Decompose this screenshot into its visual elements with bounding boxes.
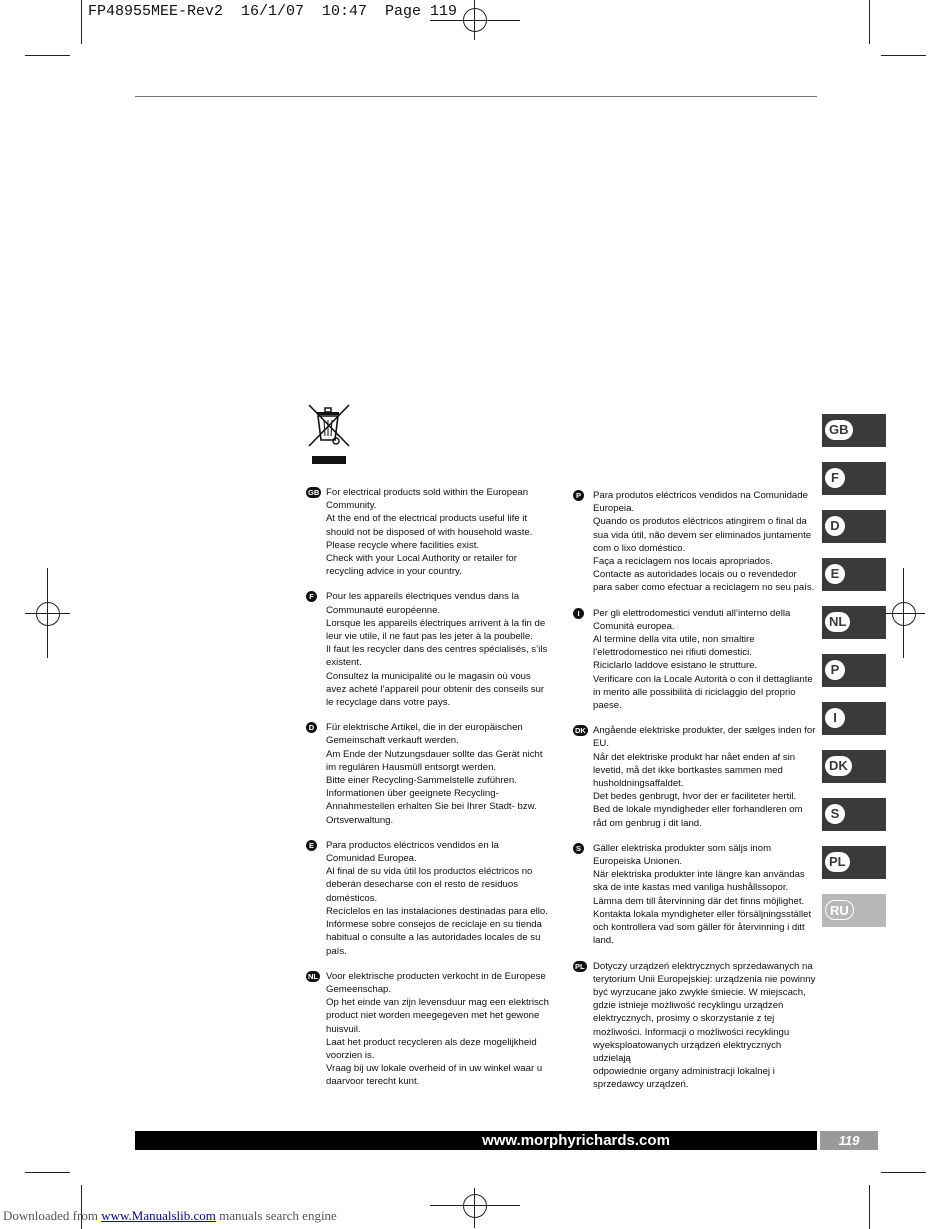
left-column <box>306 486 556 1089</box>
tab-label: NL <box>825 612 850 632</box>
tab-nl[interactable] <box>822 606 886 639</box>
notice-dk <box>573 724 821 830</box>
crossed-out-wheelie-bin-icon <box>306 402 354 466</box>
notice-e <box>306 839 556 958</box>
download-suffix: manuals search engine <box>215 1208 337 1223</box>
tab-label: E <box>825 564 845 584</box>
notice-d <box>306 721 556 827</box>
tab-e[interactable] <box>822 558 886 591</box>
language-badge: GB <box>308 488 320 497</box>
notice-text: For electrical products sold within the European Community. At the end of the electrical products useful life it should not be disposed of with household waste. Please recycle where facilities exist. Check with your Local Authority or retailer for recycling advice in your country. <box>326 487 533 578</box>
tab-f[interactable] <box>822 462 886 495</box>
tab-label: I <box>825 708 845 728</box>
page-number: 119 <box>820 1131 878 1150</box>
language-badge: NL <box>308 971 318 981</box>
website-url[interactable]: www.morphyrichards.com <box>482 1132 670 1149</box>
tab-label: D <box>825 516 845 536</box>
tab-dk[interactable] <box>822 750 886 783</box>
tab-label: S <box>825 804 845 824</box>
tab-gb[interactable] <box>822 414 886 447</box>
notice-p <box>573 489 821 595</box>
notice-text: Dotyczy urządzeń elektrycznych sprzedawanych na terytorium Unii Europejskiej: urządzenia nie powinny być wyrzucane jako zwykłe śmiecie. W miejscach, gdzie istnieje możliwość recyklingu urządzeń elektrycznych, prosimy o skorzystanie z tej możliwości. Informacji o możliwości recyklingu wyeksploatowanych urządzeń elektrycznych udzielają odpowiednie organy administracji lokalnej i sprzedawcy urządzeń. <box>593 960 816 1091</box>
tab-label: DK <box>825 756 852 776</box>
tab-i[interactable] <box>822 702 886 735</box>
notice-pl <box>573 960 821 1092</box>
language-badge: D <box>306 722 317 733</box>
notice-f <box>306 590 556 709</box>
language-badge: E <box>306 840 317 851</box>
tab-ru[interactable] <box>822 894 886 927</box>
tab-p[interactable] <box>822 654 886 687</box>
tab-label: P <box>825 660 845 680</box>
notice-text: Voor elektrische producten verkocht in de Europese Gemeenschap. Op het einde van zijn levensduur mag een elektrisch product niet worden meegegeven met het gewone huisvuil. Laat het product recycleren als deze mogelijkheid voorzien is. Vraag bij uw lokale overheid of in uw winkel waar u daarvoor terecht kunt. <box>326 970 549 1088</box>
right-column <box>573 489 821 1092</box>
language-badge: PL <box>575 961 585 971</box>
tab-d[interactable] <box>822 510 886 543</box>
tab-label: RU <box>825 900 854 920</box>
footer-bar <box>135 1131 817 1150</box>
language-badge: S <box>573 843 584 854</box>
tab-pl[interactable] <box>822 846 886 879</box>
notice-gb <box>306 486 556 578</box>
tab-s[interactable] <box>822 798 886 831</box>
notice-text: Para produtos eléctricos vendidos na Comunidade Europeia. Quando os produtos eléctricos atingirem o final da sua vida útil, não devem ser eliminados juntamente com o lixo doméstico. Faça a reciclagem nos locais apropriados. Contacte as autoridades locais ou o revendedor para saber como efectuar a reciclagem no seu país. <box>593 490 815 594</box>
notice-s <box>573 842 821 948</box>
language-badge: I <box>573 608 584 619</box>
language-badge: F <box>306 591 317 602</box>
notice-nl <box>306 970 556 1089</box>
notice-text: Angående elektriske produkter, der sælges inden for EU. Når det elektriske produkt har nået enden af sin levetid, må det ikke bortkastes sammen med husholdningsaffaldet. Det bedes genbrugt, hvor der er faciliteter hertil. Bed de lokale myndigheder eller forhandleren om råd om genbrug i dit land. <box>593 725 816 829</box>
notice-i <box>573 607 821 713</box>
notice-text: Für elektrische Artikel, die in der europäischen Gemeinschaft verkauft werden. Am Ende der Nutzungsdauer sollte das Gerät nicht im regulären Hausmüll entsorgt werden. Bitte einer Recycling-Sammelstelle zuführen. Informationen über geeignete Recycling- Annahmestellen erhalten Sie bei Ihrer Stadt- bzw. Ortsverwaltung. <box>326 722 543 826</box>
tab-label: F <box>825 468 845 488</box>
tab-label: GB <box>825 420 853 440</box>
notice-text: Pour les appareils électriques vendus dans la Communauté européenne. Lorsque les appareils électriques arrivent à la fin de leur vie utile, il ne faut pas les jeter à la poubelle. Il faut les recycler dans des centres spécialisés, s’ils existent. Consultez la municipalité ou le magasin où vous avez acheté l’appareil pour obtenir des conseils sur le recyclage dans votre pays. <box>326 591 548 709</box>
language-badge: DK <box>575 726 586 736</box>
notice-text: Gäller elektriska produkter som säljs inom Europeiska Unionen. När elektriska produkter inte längre kan användas ska de inte kastas med vanliga hushållssopor. Lämna dem till återvinning där det finns möjlighet. Kontakta lokala myndigheter eller försäljningsstället och kontrollera vad som gäller för återvinning i ditt land. <box>593 842 812 947</box>
notice-text: Para productos eléctricos vendidos en la Comunidad Europea. Al final de su vida útil los productos eléctricos no deberán desecharse con el resto de residuos domésticos. Recíclelos en las instalaciones destinadas para ello. Infórmese sobre consejos de reciclaje en su tienda habitual o consulte a las autoridades locales de su país. <box>326 839 548 957</box>
download-note <box>3 1208 337 1224</box>
top-rule <box>135 96 817 97</box>
tab-label: PL <box>825 852 850 872</box>
manualslib-link[interactable]: www.Manualslib.com <box>101 1208 216 1223</box>
print-slug: FP48955MEE-Rev2 16/1/07 10:47 Page 119 <box>88 3 458 20</box>
notice-text: Per gli elettrodomestici venduti all’interno della Comunità europea. Al termine della vita utile, non smaltire l’elettrodomestico nei rifiuti domestici. Riciclarlo laddove esistano le strutture. Verificare con la Locale Autorità o con il dettagliante in merito alle possibilità di riciclaggio del proprio paese. <box>593 607 813 712</box>
language-badge: P <box>573 490 584 501</box>
download-prefix: Downloaded from <box>3 1208 102 1223</box>
